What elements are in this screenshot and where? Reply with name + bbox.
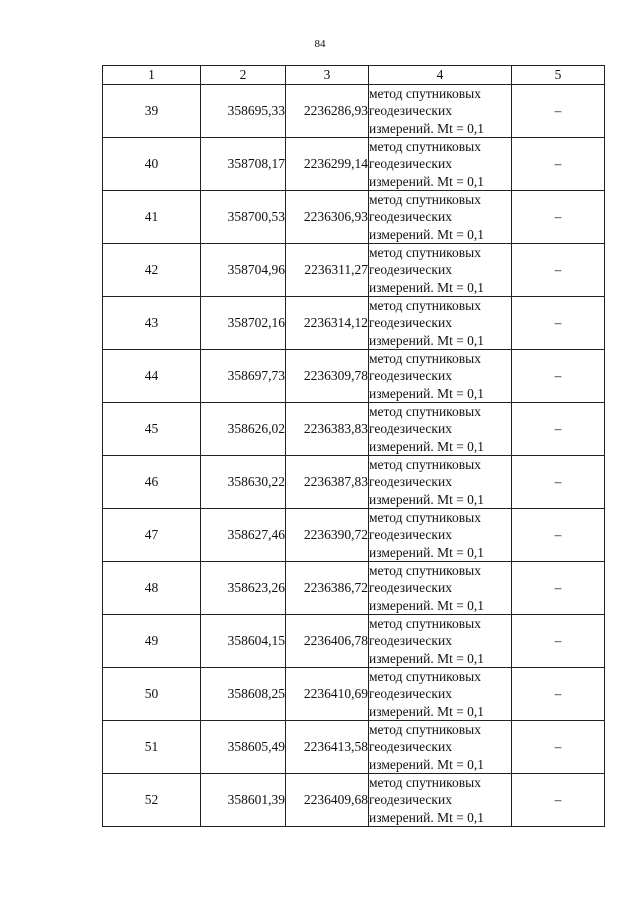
- method-line: геодезических: [369, 421, 452, 437]
- column-header: 4: [369, 66, 512, 85]
- column-header: 3: [286, 66, 369, 85]
- table-row: [103, 403, 605, 456]
- method-line: измерений. Mt = 0,1: [369, 491, 485, 507]
- column-header: 2: [201, 66, 286, 85]
- x-coordinate-cell: 358623,26: [201, 562, 286, 615]
- column-5-cell: –: [512, 350, 605, 403]
- method-line: измерений. Mt = 0,1: [369, 226, 485, 242]
- method-cell: [369, 562, 512, 615]
- table-row: [103, 562, 605, 615]
- y-coordinate-cell: 2236306,93: [286, 191, 369, 244]
- x-coordinate-cell: 358630,22: [201, 456, 286, 509]
- method-line: геодезических: [369, 580, 452, 596]
- y-coordinate-cell: 2236409,68: [286, 774, 369, 827]
- column-5-cell: –: [512, 668, 605, 721]
- method-line: измерений. Mt = 0,1: [369, 385, 485, 401]
- y-coordinate-cell: 2236286,93: [286, 85, 369, 138]
- y-coordinate-cell: 2236387,83: [286, 456, 369, 509]
- method-line: геодезических: [369, 739, 452, 755]
- column-5-cell: –: [512, 297, 605, 350]
- column-5-cell: –: [512, 85, 605, 138]
- method-cell: [369, 297, 512, 350]
- method-line: метод спутниковых: [369, 722, 481, 738]
- y-coordinate-cell: 2236413,58: [286, 721, 369, 774]
- method-line: метод спутниковых: [369, 616, 481, 632]
- table-row: [103, 668, 605, 721]
- x-coordinate-cell: 358702,16: [201, 297, 286, 350]
- method-cell: [369, 456, 512, 509]
- method-line: метод спутниковых: [369, 86, 481, 102]
- column-5-cell: –: [512, 191, 605, 244]
- table-row: [103, 191, 605, 244]
- table-row: [103, 85, 605, 138]
- method-cell: [369, 350, 512, 403]
- point-number-cell: 41: [103, 191, 201, 244]
- point-number-cell: 46: [103, 456, 201, 509]
- table-row: [103, 244, 605, 297]
- y-coordinate-cell: 2236314,12: [286, 297, 369, 350]
- method-line: геодезических: [369, 209, 452, 225]
- method-line: геодезических: [369, 103, 452, 119]
- point-number-cell: 52: [103, 774, 201, 827]
- point-number-cell: 50: [103, 668, 201, 721]
- x-coordinate-cell: 358708,17: [201, 138, 286, 191]
- method-line: метод спутниковых: [369, 563, 481, 579]
- point-number-cell: 45: [103, 403, 201, 456]
- point-number-cell: 48: [103, 562, 201, 615]
- table-row: [103, 509, 605, 562]
- method-line: измерений. Mt = 0,1: [369, 332, 485, 348]
- x-coordinate-cell: 358605,49: [201, 721, 286, 774]
- method-line: метод спутниковых: [369, 775, 481, 791]
- method-line: метод спутниковых: [369, 245, 481, 261]
- method-line: геодезических: [369, 792, 452, 808]
- method-cell: [369, 85, 512, 138]
- column-5-cell: –: [512, 615, 605, 668]
- method-line: метод спутниковых: [369, 298, 481, 314]
- x-coordinate-cell: 358626,02: [201, 403, 286, 456]
- table-row: [103, 350, 605, 403]
- method-line: геодезических: [369, 262, 452, 278]
- method-line: геодезических: [369, 368, 452, 384]
- method-cell: [369, 721, 512, 774]
- table-row: [103, 721, 605, 774]
- y-coordinate-cell: 2236410,69: [286, 668, 369, 721]
- method-line: геодезических: [369, 686, 452, 702]
- y-coordinate-cell: 2236386,72: [286, 562, 369, 615]
- column-5-cell: –: [512, 138, 605, 191]
- y-coordinate-cell: 2236311,27: [286, 244, 369, 297]
- method-line: измерений. Mt = 0,1: [369, 703, 485, 719]
- method-line: измерений. Mt = 0,1: [369, 173, 485, 189]
- x-coordinate-cell: 358604,15: [201, 615, 286, 668]
- method-line: измерений. Mt = 0,1: [369, 279, 485, 295]
- x-coordinate-cell: 358608,25: [201, 668, 286, 721]
- x-coordinate-cell: 358627,46: [201, 509, 286, 562]
- column-header: 1: [103, 66, 201, 85]
- y-coordinate-cell: 2236299,14: [286, 138, 369, 191]
- x-coordinate-cell: 358695,33: [201, 85, 286, 138]
- method-cell: [369, 244, 512, 297]
- x-coordinate-cell: 358697,73: [201, 350, 286, 403]
- method-line: метод спутниковых: [369, 457, 481, 473]
- method-line: геодезических: [369, 315, 452, 331]
- page-number: 84: [314, 38, 326, 50]
- y-coordinate-cell: 2236309,78: [286, 350, 369, 403]
- point-number-cell: 40: [103, 138, 201, 191]
- point-number-cell: 47: [103, 509, 201, 562]
- point-number-cell: 42: [103, 244, 201, 297]
- method-cell: [369, 191, 512, 244]
- method-line: геодезических: [369, 527, 452, 543]
- point-number-cell: 39: [103, 85, 201, 138]
- method-line: геодезических: [369, 156, 452, 172]
- table-row: [103, 615, 605, 668]
- method-line: метод спутниковых: [369, 404, 481, 420]
- method-line: геодезических: [369, 474, 452, 490]
- table-header-row: [103, 66, 605, 85]
- method-line: измерений. Mt = 0,1: [369, 756, 485, 772]
- column-5-cell: –: [512, 244, 605, 297]
- y-coordinate-cell: 2236406,78: [286, 615, 369, 668]
- point-number-cell: 43: [103, 297, 201, 350]
- column-5-cell: –: [512, 456, 605, 509]
- method-cell: [369, 138, 512, 191]
- table-body: [103, 85, 605, 827]
- column-5-cell: –: [512, 774, 605, 827]
- method-line: геодезических: [369, 633, 452, 649]
- method-line: метод спутниковых: [369, 669, 481, 685]
- method-cell: [369, 615, 512, 668]
- coordinates-table: [102, 65, 605, 827]
- method-line: измерений. Mt = 0,1: [369, 597, 485, 613]
- method-line: метод спутниковых: [369, 510, 481, 526]
- y-coordinate-cell: 2236383,83: [286, 403, 369, 456]
- point-number-cell: 44: [103, 350, 201, 403]
- x-coordinate-cell: 358700,53: [201, 191, 286, 244]
- method-line: измерений. Mt = 0,1: [369, 120, 485, 136]
- table-row: [103, 774, 605, 827]
- table-row: [103, 297, 605, 350]
- table-row: [103, 138, 605, 191]
- method-line: измерений. Mt = 0,1: [369, 809, 485, 825]
- method-line: измерений. Mt = 0,1: [369, 650, 485, 666]
- table-row: [103, 456, 605, 509]
- method-cell: [369, 509, 512, 562]
- x-coordinate-cell: 358704,96: [201, 244, 286, 297]
- column-5-cell: –: [512, 403, 605, 456]
- method-cell: [369, 774, 512, 827]
- y-coordinate-cell: 2236390,72: [286, 509, 369, 562]
- x-coordinate-cell: 358601,39: [201, 774, 286, 827]
- method-line: измерений. Mt = 0,1: [369, 544, 485, 560]
- method-cell: [369, 403, 512, 456]
- point-number-cell: 51: [103, 721, 201, 774]
- method-line: метод спутниковых: [369, 192, 481, 208]
- method-line: метод спутниковых: [369, 139, 481, 155]
- column-header: 5: [512, 66, 605, 85]
- method-line: измерений. Mt = 0,1: [369, 438, 485, 454]
- column-5-cell: –: [512, 721, 605, 774]
- point-number-cell: 49: [103, 615, 201, 668]
- column-5-cell: –: [512, 509, 605, 562]
- column-5-cell: –: [512, 562, 605, 615]
- method-line: метод спутниковых: [369, 351, 481, 367]
- method-cell: [369, 668, 512, 721]
